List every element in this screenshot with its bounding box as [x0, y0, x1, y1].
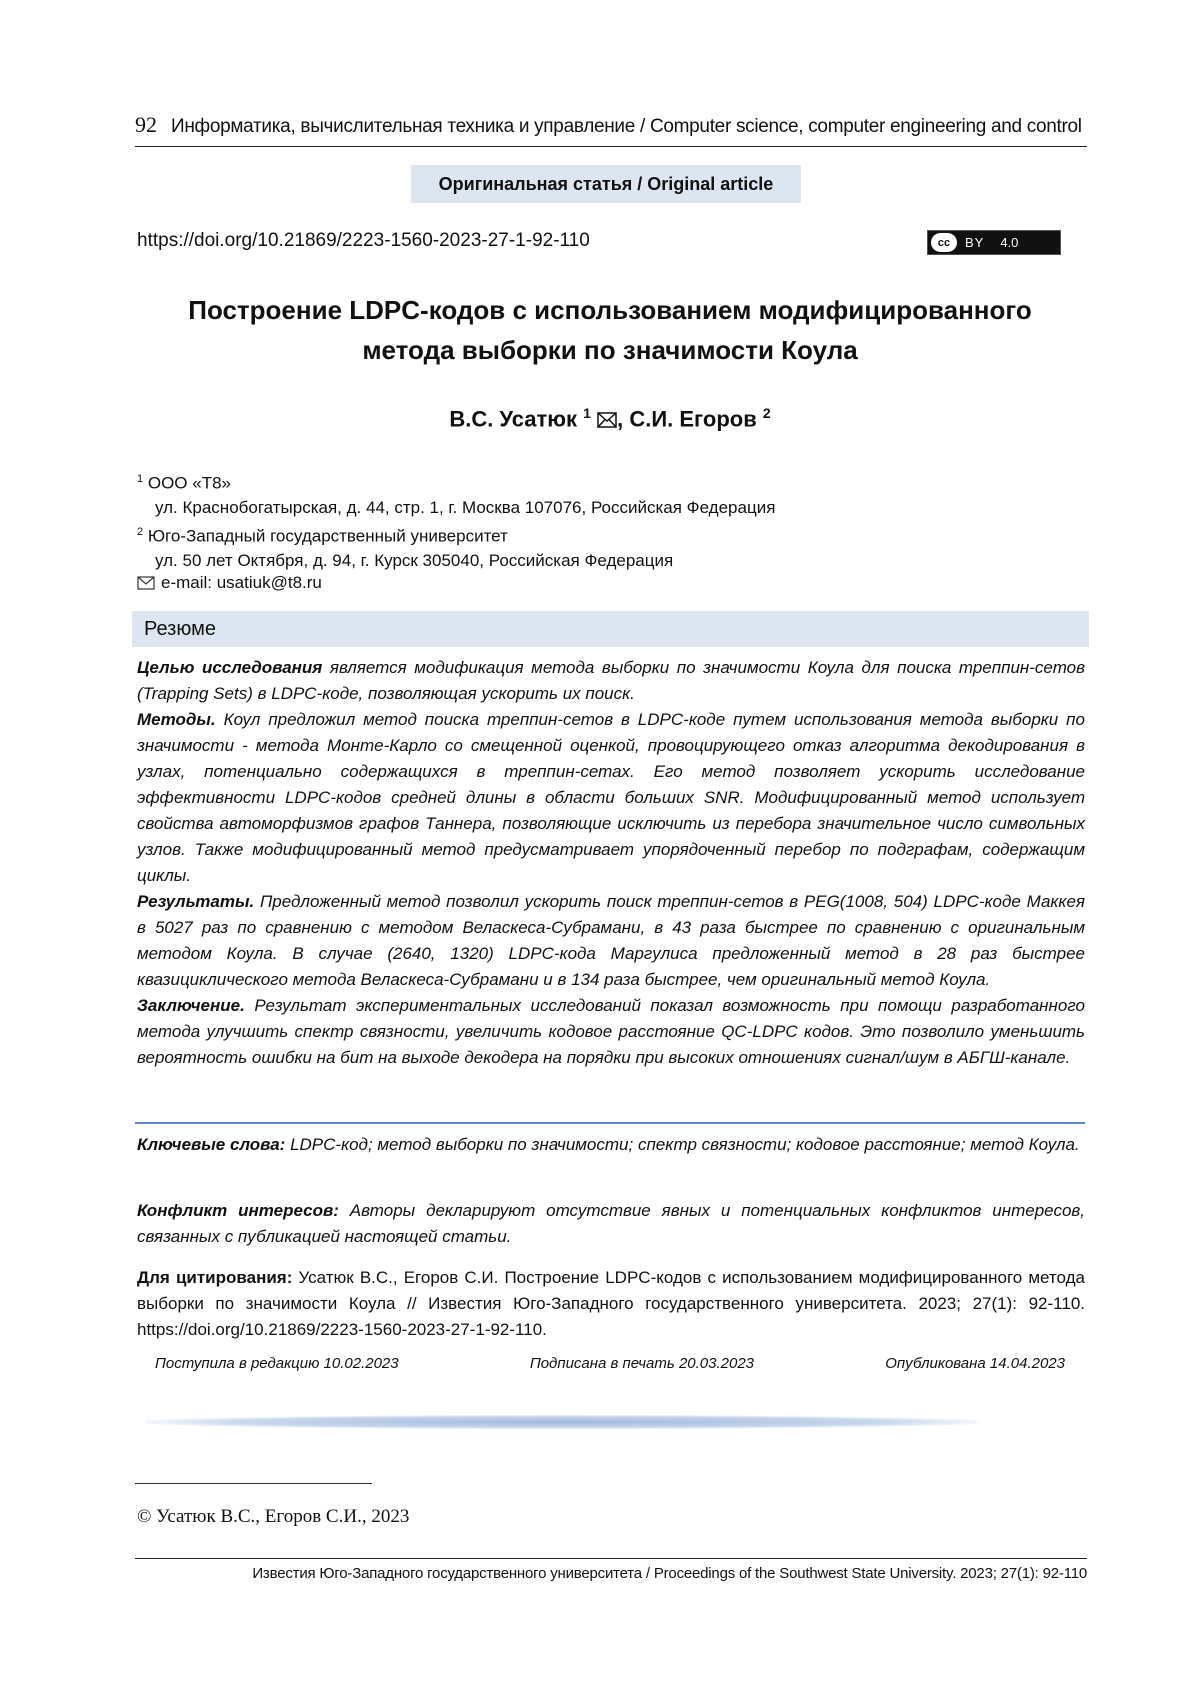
affiliation-2-sup: 2: [137, 526, 144, 538]
affiliation-2: [137, 520, 673, 573]
article-title: [135, 290, 1085, 370]
article-type-label: Оригинальная статья / Original article: [438, 173, 774, 194]
running-header: [135, 112, 1087, 147]
author-2-sup: 2: [762, 405, 771, 421]
article-type-badge: [411, 165, 801, 203]
purpose-text: является модификация метода выборки по значимости Коула для поиска треппин-сетов (Trapping Sets) в LDPC-коде, позволяющая ускорить их поиск.: [137, 658, 1085, 703]
contact-email[interactable]: [137, 573, 322, 593]
date-published: Опубликована 14.04.2023: [885, 1355, 1065, 1372]
page-number: 92: [135, 112, 157, 137]
results-text: Предложенный метод позволил ускорить поиск треппин-сетов в PEG(1008, 504) LDPC-коде Маккея в 5027 раз по сравнению с методом Веласкеса-Субрамани, в 43 раза быстрее по сравнению с оригинальным методом Коула. В случае (2640, 1320) LDPC-кода Маргулиса предложенный метод в 28 раз быстрее квазициклического метода Веласкеса-Субрамани и в 134 раза быстрее, чем оригинальный метод Коула.: [137, 892, 1085, 989]
methods-text: Коул предложил метод поиска треппин-сетов в LDPC-коде путем использования метода выборки по значимости - метода Монте-Карло со смещенной оценкой, провоцирующего отказ алгоритма декодирования в узлах, потенциально содержащихся в треппин-сетах. Его метод позволяет ускорить исследование эффективности LDPC-кодов средней длины в области больших SNR. Модифицированный метод использует свойства автоморфизмов графов Таннера, позволяющие исключить из перебора значительное число символьных узлов. Также модифицированный метод предусматривает упорядоченный перебор по подграфам, содержащим циклы.: [137, 710, 1085, 885]
title-line-1: Построение LDPC-кодов с использованием модифицированного: [188, 295, 1032, 325]
author-2: С.И. Егоров: [629, 406, 757, 432]
title-line-2: метода выборки по значимости Коула: [362, 335, 858, 365]
affiliation-1: [137, 467, 775, 520]
envelope-icon[interactable]: [597, 412, 617, 428]
author-1-sup: 1: [583, 405, 591, 421]
section-divider: [135, 1122, 1085, 1124]
affiliation-2-address: ул. 50 лет Октября, д. 94, г. Курск 305040, Российская Федерация: [155, 550, 674, 570]
affiliation-1-sup: 1: [137, 473, 144, 485]
abstract: [137, 655, 1085, 1071]
affiliation-1-address: ул. Краснобогатырская, д. 44, стр. 1, г. Москва 107076, Российская Федерация: [155, 497, 776, 517]
cc-icon: cc: [931, 233, 957, 252]
abstract-conclusion: [137, 993, 1085, 1071]
purpose-label: Целью исследования: [137, 658, 323, 677]
author-1: В.С. Усатюк: [449, 406, 578, 432]
cc-license-badge[interactable]: [927, 230, 1061, 255]
conclusion-label: Заключение.: [137, 996, 245, 1015]
abstract-purpose: [137, 655, 1085, 707]
conflict-label: Конфликт интересов:: [137, 1201, 339, 1220]
decorative-swoosh: [145, 1415, 980, 1429]
license-by: BY: [965, 235, 985, 250]
abstract-results: [137, 889, 1085, 993]
keywords-text: LDPC-код; метод выборки по значимости; спектр связности; кодовое расстояние; метод Коула.: [285, 1135, 1080, 1154]
conflict-text: Авторы декларируют отсутствие явных и потенциальных конфликтов интересов, связанных с публикацией настоящей статьи.: [137, 1201, 1085, 1246]
keywords-label: Ключевые слова:: [137, 1135, 286, 1154]
affiliation-2-name: Юго-Западный государственный университет: [147, 526, 508, 546]
citation-label: Для цитирования:: [137, 1268, 293, 1287]
citation: [137, 1265, 1085, 1343]
keywords: [137, 1132, 1085, 1158]
conclusion-text: Результат экспериментальных исследований показал возможность при помощи разработанного метода улучшить спектр связности, увеличить кодовое расстояние QC-LDPC кодов. Это позволило уменьшить вероятность ошибки на бит на выходе декодера на порядки при высоких отношениях сигнал/шум в АБГШ-канале.: [137, 996, 1085, 1067]
methods-label: Методы.: [137, 710, 216, 729]
conflict-of-interest: [137, 1198, 1085, 1250]
footnote-rule: [135, 1483, 372, 1484]
authors: В.С. Усатюк $^1$ , С.И. Егоров $^2$: [449, 405, 771, 432]
resume-heading-bar: [132, 611, 1089, 647]
mail-icon: [137, 576, 155, 590]
affiliation-1-name: ООО «Т8»: [147, 473, 231, 493]
date-accepted: Подписана в печать 20.03.2023: [529, 1355, 755, 1372]
results-label: Результаты.: [137, 892, 255, 911]
doi-link[interactable]: https://doi.org/10.21869/2223-1560-2023-27-1-92-110: [137, 230, 590, 251]
copyright: © Усатюк В.С., Егоров С.И., 2023: [137, 1506, 410, 1527]
publication-dates: [155, 1355, 1065, 1372]
journal-title: Информатика, вычислительная техника и управление / Computer science, computer engineering and control: [171, 116, 1082, 137]
resume-heading: Резюме: [144, 617, 216, 640]
citation-text: Усатюк В.С., Егоров С.И. Построение LDPC-кодов с использованием модифицированного метода выборки по значимости Коула // Известия Юго-Западного государственного университета. 2023; 27(1): 92-110. https://doi.org/10.21869/2223-1560-2023-27-1-92-110.: [137, 1268, 1085, 1339]
license-version: 4.0: [1000, 235, 1019, 250]
abstract-methods: [137, 707, 1085, 889]
email-text: e-mail: usatiuk@t8.ru: [161, 573, 322, 592]
running-footer: Известия Юго-Западного государственного университета / Proceedings of the Southwest State University. 2023; 27(1): 92-110: [135, 1558, 1087, 1582]
date-received: Поступила в редакцию 10.02.2023: [155, 1355, 399, 1372]
